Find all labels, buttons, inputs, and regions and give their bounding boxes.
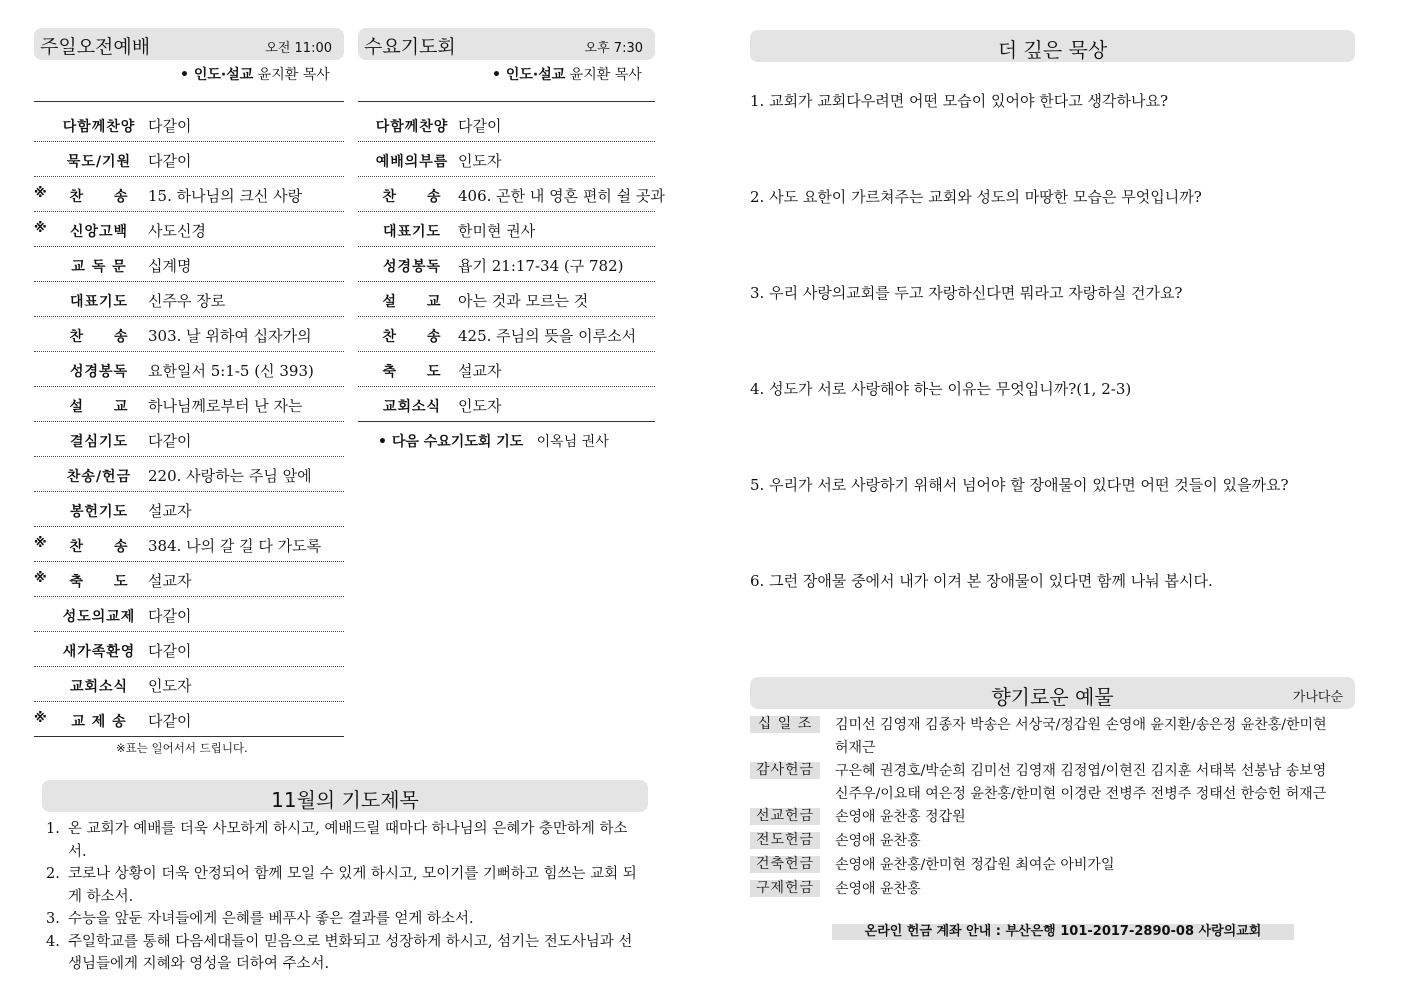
wednesday-preacher-label: • 인도·설교 [492,67,566,83]
prayer-topics-title: 11월의 기도제목 [271,788,419,812]
offering-order-note: 가나다순 [1292,690,1343,705]
standing-note: ※표는 일어서서 드립니다. [116,741,248,755]
offering-names: 손영애 윤찬홍/한미현 정갑원 최여순 아비가일 [835,857,1115,873]
meditation-header [750,30,1355,62]
offering-label: 감사헌금 [750,762,820,779]
offering-names: 손영애 윤찬홍 [835,833,921,849]
offering-names: 구은혜 권경호/박순희 김미선 김영재 김정엽/이현진 김지훈 서태복 선봉남 송보영 신주우/이요태 여은정 윤찬홍/한미현 이경란 전병주 전병주 정태선 한승헌 허재근 [835,763,1327,802]
sunday-service-time: 오전 11:00 [265,41,332,56]
prayer-topics-header [42,780,648,812]
sunday-order-row: ※ 축 도 설교자 [34,562,344,597]
meditation-question: 1. 교회가 교회다우려면 어떤 모습이 있어야 한다고 생각하나요? [750,92,1168,110]
wednesday-order-top-rule [358,101,655,102]
meditation-question: 2. 사도 요한이 가르쳐주는 교회와 성도의 마땅한 모습은 무엇입니까? [750,188,1202,206]
wednesday-order-row: 대표기도 한미현 권사 [358,212,655,247]
sunday-service-header [34,28,344,60]
offering-names: 손영애 윤찬홍 [835,881,921,897]
meditation-question: 3. 우리 사랑의교회를 두고 자랑하신다면 뭐라고 자랑하실 건가요? [750,284,1183,302]
sunday-order-row: 교 독 문 십계명 [34,247,344,282]
offering-names: 손영애 윤찬홍 정갑원 [835,809,966,825]
meditation-question: 4. 성도가 서로 사랑해야 하는 이유는 무엇입니까?(1, 2-3) [750,380,1132,398]
offering-label: 구제헌금 [750,880,820,897]
wednesday-service-title: 수요기도회 [364,36,456,58]
sunday-order-row: 교회소식 인도자 [34,667,344,702]
sunday-order-row: ※ 찬 송 15. 하나님의 크신 사랑 [34,177,344,212]
sunday-order-row: 성도의교제 다같이 [34,597,344,632]
sunday-order-row: 새가족환영 다같이 [34,632,344,667]
meditation-question: 6. 그런 장애물 중에서 내가 이겨 본 장애물이 있다면 함께 나눠 봅시다. [750,572,1213,590]
offering-label: 전도헌금 [750,832,820,849]
wednesday-order-row: 다함께찬양 다같이 [358,107,655,142]
sunday-order-row: 묵도/기원 다같이 [34,142,344,177]
wednesday-order-row: 설 교 아는 것과 모르는 것 [358,282,655,317]
sunday-order-row: 다함께찬양 다같이 [34,107,344,142]
offering-label: 건축헌금 [750,856,820,873]
sunday-order-row: 찬 송 303. 날 위하여 십자가의 [34,317,344,352]
sunday-order-row: 봉헌기도 설교자 [34,492,344,527]
wednesday-order-row: 찬 송 406. 곤한 내 영혼 편히 쉴 곳과 [358,177,655,212]
wednesday-preacher-name: 윤지환 목사 [569,67,642,83]
sunday-order-row: 찬송/헌금 220. 사랑하는 주님 앞에 [34,457,344,492]
offering-title: 향기로운 예물 [991,685,1114,709]
prayer-topic-item: 3. 수능을 앞둔 자녀들에게 은혜를 베푸사 좋은 결과를 얻게 하소서. [46,911,474,927]
wednesday-order-row: 교회소식 인도자 [358,387,655,422]
offering-label: 선교헌금 [750,808,820,825]
next-prayer-leader [378,431,609,451]
next-prayer-name: 이옥님 권사 [536,434,609,450]
prayer-topic-item: 4. 주일학교를 통해 다음세대들이 믿음으로 변화되고 성장하게 하시고, 섬기는 전도사님과 선생님들에게 지혜와 영성을 더하여 주소서. [46,933,633,972]
offering-header [750,677,1355,709]
wednesday-order-row: 예배의부름 인도자 [358,142,655,177]
sunday-order-row: ※ 찬 송 384. 나의 갈 길 다 가도록 [34,527,344,562]
sunday-order-top-rule [34,101,344,102]
wednesday-preacher [492,64,642,84]
sunday-preacher-name: 윤지환 목사 [257,67,330,83]
sunday-order-row: ※ 교 제 송 다같이 [34,702,344,737]
wednesday-order-row: 찬 송 425. 주님의 뜻을 이루소서 [358,317,655,352]
sunday-preacher [180,64,330,84]
next-prayer-label: • 다음 수요기도회 기도 [378,434,524,450]
meditation-question: 5. 우리가 서로 사랑하기 위해서 넘어야 할 장애물이 있다면 어떤 것들이 있을까요? [750,476,1289,494]
sunday-order-row: 설 교 하나님께로부터 난 자는 [34,387,344,422]
offering-names: 김미선 김영재 김종자 박송은 서상국/정갑원 손영애 윤지환/송은정 윤찬홍/한미현 허재근 [835,717,1327,756]
prayer-topics-list [46,818,646,976]
sunday-order-row: 결심기도 다같이 [34,422,344,457]
meditation-title: 더 깊은 묵상 [997,38,1108,62]
prayer-topic-item: 1. 온 교회가 예배를 더욱 사모하게 하시고, 예배드릴 때마다 하나님의 은혜가 충만하게 하소서. [46,821,628,860]
wednesday-order-row: 축 도 설교자 [358,352,655,387]
online-offering-account: 온라인 헌금 계좌 안내 : 부산은행 101-2017-2890-08 사랑의교회 [832,924,1294,940]
sunday-service-title: 주일오전예배 [40,36,151,58]
sunday-preacher-label: • 인도·설교 [180,67,254,83]
sunday-order-row: 성경봉독 요한일서 5:1-5 (신 393) [34,352,344,387]
wednesday-order-row: 성경봉독 욥기 21:17-34 (구 782) [358,247,655,282]
wednesday-service-time: 오후 7:30 [584,41,643,56]
sunday-order-row: 대표기도 신주우 장로 [34,282,344,317]
prayer-topic-item: 2. 코로나 상황이 더욱 안정되어 함께 모일 수 있게 하시고, 모이기를 기뻐하고 힘쓰는 교회 되게 하소서. [46,866,637,905]
offering-label: 십 일 조 [750,716,820,733]
sunday-order-row: ※ 신앙고백 사도신경 [34,212,344,247]
wednesday-service-header [358,28,655,60]
